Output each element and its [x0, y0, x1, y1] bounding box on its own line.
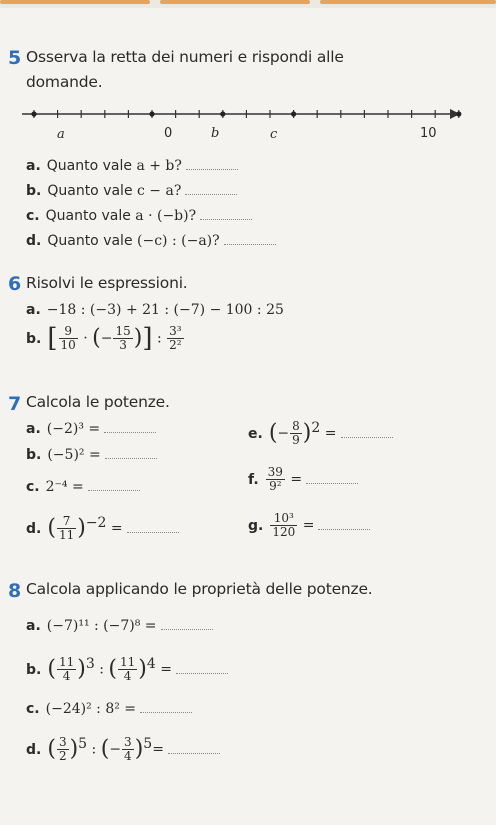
- exercise-7-item-c: [26, 478, 140, 496]
- item-label: b.: [26, 447, 42, 463]
- answer-blank[interactable]: [104, 423, 156, 433]
- exercise-5-item-b: [26, 182, 237, 200]
- item-text: Quanto vale: [47, 233, 133, 249]
- fraction-denominator: 4: [124, 749, 132, 764]
- colon-operator: :: [91, 741, 97, 758]
- exercise-6-item-b: b. [ $\frac{9}{10}$ · (− $\frac{15}{3}$ )] : $\frac{\text{3³}}{\text{2²}}$: [26, 323, 182, 354]
- answer-blank[interactable]: [88, 481, 140, 491]
- exercise-5-item-c: [26, 207, 252, 225]
- item-expression: (−c) : (−a)?: [137, 233, 220, 249]
- item-expression: −18 : (−3) + 21 : (−7) − 100 : 25: [46, 302, 284, 318]
- colon-operator: :: [99, 661, 104, 678]
- fraction-numerator: 39: [267, 465, 283, 479]
- exercise-8-item-c: [26, 700, 192, 718]
- item-label: e.: [248, 425, 263, 442]
- exercise-6-item-a: [26, 301, 284, 319]
- fraction: [122, 736, 134, 763]
- answer-blank[interactable]: [161, 620, 213, 630]
- number-line-point: [456, 111, 461, 116]
- exercise-7-item-f: [248, 466, 358, 493]
- exercise-5-title-line2: domande.: [26, 73, 103, 91]
- exercise-8-item-a: [26, 617, 213, 635]
- fraction-denominator: 11: [58, 528, 75, 543]
- item-expression: c − a?: [137, 183, 182, 199]
- fraction-numerator: 3: [124, 735, 132, 750]
- item-text: Quanto vale: [46, 158, 132, 174]
- number-line-point: [220, 111, 225, 116]
- exercise-7-item-e: e. (− $\frac{8}{9}$ )$^2$ =: [248, 419, 393, 447]
- exercise-6-number: 6: [8, 273, 22, 295]
- number-line-label-zero: 0: [164, 126, 173, 141]
- colon-operator: :: [156, 330, 162, 347]
- item-label: a.: [26, 158, 41, 174]
- fraction-denominator: 9: [292, 433, 300, 448]
- top-stripe-1: [0, 0, 150, 4]
- exercise-5-item-a: [26, 157, 238, 175]
- exercise-6-title: Risolvi le espressioni.: [26, 274, 188, 292]
- equals-sign: =: [110, 520, 123, 537]
- answer-blank[interactable]: [186, 160, 238, 170]
- exercise-7-number: 7: [8, 393, 22, 415]
- exercise-5-number: 5: [8, 47, 22, 69]
- fraction-numerator: 11: [119, 655, 136, 670]
- bracket-open: [: [47, 323, 58, 354]
- item-label: f.: [248, 471, 259, 488]
- item-label: d.: [26, 741, 42, 758]
- answer-blank[interactable]: [306, 474, 358, 484]
- number-line-point: [31, 111, 36, 116]
- fraction-numerator: 15: [115, 324, 131, 338]
- minus-sign: −: [109, 741, 122, 758]
- number-line-point: [291, 111, 296, 116]
- answer-blank[interactable]: [224, 235, 276, 245]
- fraction-numerator: 3³: [169, 324, 182, 338]
- fraction-numerator: 8: [292, 419, 300, 434]
- item-label: b.: [26, 183, 42, 199]
- fraction: [118, 656, 137, 683]
- item-label: g.: [248, 517, 264, 534]
- fraction: [270, 512, 297, 539]
- exercise-5-item-d: [26, 232, 276, 250]
- item-label: c.: [26, 479, 40, 495]
- fraction: [266, 466, 285, 493]
- fraction-denominator: 4: [62, 669, 71, 684]
- item-text: Quanto vale: [45, 208, 131, 224]
- fraction-numerator: 3: [58, 735, 67, 750]
- fraction: [167, 325, 183, 352]
- fraction: [290, 420, 302, 447]
- exponent: 5: [143, 736, 153, 752]
- top-stripe-2: [160, 0, 310, 4]
- answer-blank[interactable]: [341, 428, 393, 438]
- item-label: d.: [26, 233, 42, 249]
- exponent: 3: [85, 656, 95, 672]
- fraction-numerator: 10³: [270, 512, 297, 526]
- exercise-7-title: Calcola le potenze.: [26, 393, 170, 411]
- fraction-denominator: 10: [60, 338, 76, 352]
- equals-sign: =: [290, 471, 303, 488]
- equals-sign: =: [160, 661, 172, 678]
- item-label: d.: [26, 520, 42, 537]
- exponent: 2: [311, 420, 321, 436]
- exponent: 5: [78, 736, 88, 752]
- exercise-7-item-g: [248, 512, 370, 539]
- fraction: [57, 656, 76, 683]
- answer-blank[interactable]: [200, 210, 252, 220]
- item-expression: (−24)² : 8² =: [45, 701, 137, 717]
- answer-blank[interactable]: [318, 520, 370, 530]
- item-text: Quanto vale: [47, 183, 133, 199]
- item-expression: a + b?: [136, 158, 182, 174]
- item-expression: (−2)³ =: [46, 421, 101, 437]
- fraction: [57, 515, 76, 542]
- item-label: a.: [26, 302, 41, 318]
- fraction-numerator: 7: [57, 515, 76, 529]
- item-expression: a · (−b)?: [135, 208, 197, 224]
- equals-sign: =: [302, 517, 315, 534]
- exponent: 4: [146, 656, 156, 672]
- answer-blank[interactable]: [140, 703, 192, 713]
- exercise-7-item-b: [26, 446, 157, 464]
- item-expression: 2⁻⁴ =: [45, 479, 84, 495]
- number-line: [22, 100, 462, 130]
- exercise-8-number: 8: [8, 580, 22, 602]
- item-label: b.: [26, 661, 42, 678]
- fraction-numerator: 11: [58, 655, 75, 670]
- fraction: [59, 325, 78, 352]
- exercise-5-title-line1: Osserva la retta dei numeri e rispondi alle: [26, 48, 344, 66]
- item-label: c.: [26, 208, 40, 224]
- exponent: −2: [85, 515, 107, 531]
- fraction: [113, 325, 132, 352]
- number-line-point: [149, 111, 154, 116]
- exercise-7-item-d: d. ( $\frac{7}{11}$ )$^{-2}$ =: [26, 514, 179, 542]
- equals-sign: =: [152, 741, 164, 758]
- exercise-8-item-d: d. ( $\frac{3}{2}$ )$^5$ : (− $\frac{3}{4}$ )$^5$=: [26, 735, 220, 763]
- item-label: a.: [26, 421, 41, 437]
- fraction-denominator: 9²: [269, 479, 282, 493]
- fraction: [57, 736, 69, 763]
- minus-sign: −: [277, 425, 290, 442]
- item-label: a.: [26, 618, 41, 634]
- exercise-8-title: Calcola applicando le proprietà delle potenze.: [26, 580, 373, 598]
- minus-sign: −: [100, 330, 113, 347]
- fraction-denominator: 3: [119, 338, 127, 352]
- item-label: c.: [26, 701, 40, 717]
- fraction-numerator: 9: [59, 325, 78, 339]
- fraction-denominator: 4: [123, 669, 132, 684]
- exercise-7-item-a: [26, 420, 156, 438]
- answer-blank[interactable]: [127, 523, 179, 533]
- answer-blank[interactable]: [176, 664, 228, 674]
- top-stripe-3: [320, 0, 496, 4]
- fraction-denominator: 120: [272, 525, 296, 539]
- answer-blank[interactable]: [185, 185, 237, 195]
- number-line-label-a: a: [57, 127, 65, 142]
- answer-blank[interactable]: [105, 449, 157, 459]
- equals-sign: =: [324, 425, 337, 442]
- answer-blank[interactable]: [168, 744, 220, 754]
- exercise-8-item-b: b. ( $\frac{11}{4}$ )$^3$ : ( $\frac{11}{4}$ )$^4$ =: [26, 655, 228, 683]
- item-label: b.: [26, 330, 42, 347]
- number-line-label-b: b: [211, 126, 220, 141]
- fraction-denominator: 2²: [169, 338, 182, 352]
- item-expression: (−7)¹¹ : (−7)⁸ =: [46, 618, 157, 634]
- number-line-label-ten: 10: [420, 126, 437, 141]
- fraction-denominator: 2: [58, 749, 67, 764]
- number-line-label-c: c: [270, 127, 278, 142]
- item-expression: (−5)² =: [47, 447, 101, 463]
- top-bar: [0, 0, 496, 8]
- bracket-close: ]: [142, 323, 153, 354]
